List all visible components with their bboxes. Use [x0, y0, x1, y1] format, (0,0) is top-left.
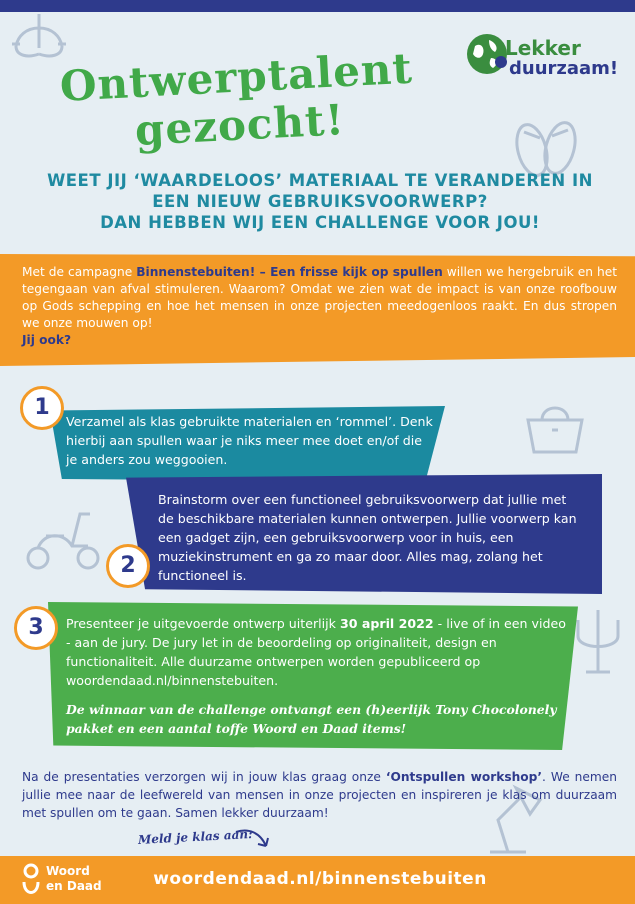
step-3-winner: De winnaar van de challenge ontvangt een (h)eerlijk Tony Chocolonely pakket en een aantal toffe Woord en Daad items! — [66, 702, 557, 736]
top-bar — [0, 0, 635, 12]
logo-line1: Lekker — [505, 36, 581, 60]
step-3-text-before: Presenteer je uitgevoerde ontwerp uiterlijk — [66, 616, 340, 631]
closing-text — [22, 768, 617, 822]
footer-brand-line2: en Daad — [46, 879, 102, 893]
step-3-badge: 3 — [14, 606, 58, 650]
step-3-text-after: - live of in een video - aan de jury. De jury let in de beoordeling op originaliteit, design en functionaliteit. Alle duurzame ontwerpen worden gepubliceerd op woordendaad.nl/binnenstebuiten. — [66, 616, 566, 688]
step-1-text: Verzamel als klas gebruikte materialen en ‘rommel’. Denk hierbij aan spullen waar je niks meer mee doet en/of die je anders zou weggooien. — [66, 414, 433, 467]
globe-icon — [465, 32, 509, 76]
subtitle — [30, 170, 610, 233]
subtitle-line1: WEET JIJ ‘WAARDELOOS’ MATERIAAL TE VERANDEREN IN — [47, 171, 593, 190]
step-3-text — [66, 614, 566, 690]
subtitle-line3: DAN HEBBEN WIJ EEN CHALLENGE VOOR JOU! — [100, 213, 540, 232]
footer-brand-line1: Woord — [46, 864, 90, 878]
step-2-text: Brainstorm over een functioneel gebruiksvoorwerp dat jullie met de beschikbare materialen kunnen ontwerpen. Jullie voorwerp kan een gadget zijn, een gebruiksvoorwerp voor in huis, een muziekinstrument en ga zo maar door. Alles mag, zolang het functioneel is. — [158, 492, 577, 583]
logo-line2: duurzaam! — [509, 58, 619, 79]
intro-question: Jij ook? — [22, 333, 72, 347]
handbag-icon — [522, 398, 588, 458]
closing-part2: . We nemen jullie mee naar de leefwereld van mensen in onze projecten en inspireren je klas om duurzaam met spullen om te gaan. Samen lekker duurzaam! — [22, 770, 618, 820]
scooter-icon — [24, 506, 102, 572]
campaign-name: Binnenstebuiten! – Een frisse kijk op spullen — [136, 265, 443, 279]
footer-url-link[interactable]: woordendaad.nl/binnenstebuiten — [153, 869, 487, 889]
intro-part2: willen we hergebruik en het tegengaan van afval stimuleren. Waarom? Omdat we zien wat de impact is van onze roofbouw op Gods schepping en hoe het mensen in onze projecten meedogenloos raakt. En dus stropen we onze mouwen op! — [22, 265, 618, 330]
subtitle-line2: EEN NIEUW GEBRUIKSVOORWERP? — [152, 192, 488, 211]
workshop-name: ‘Ontspullen workshop’ — [385, 770, 543, 784]
step-1-badge: 1 — [20, 386, 64, 430]
step-3-date: 30 april 2022 — [339, 616, 434, 631]
woord-en-daad-logo-icon — [20, 862, 42, 898]
signup-label: Meld je klas aan: — [137, 827, 253, 847]
intro-text — [22, 264, 617, 349]
title-line1: Ontwerptalent — [58, 43, 414, 111]
intro-part1: Met de campagne — [22, 265, 137, 279]
step-2-badge: 2 — [106, 544, 150, 588]
lekker-duurzaam-logo — [465, 30, 619, 82]
closing-part1: Na de presentaties verzorgen wij in jouw klas graag onze — [22, 770, 386, 784]
arrow-icon — [234, 826, 274, 854]
title-line2: gezocht! — [133, 95, 346, 155]
